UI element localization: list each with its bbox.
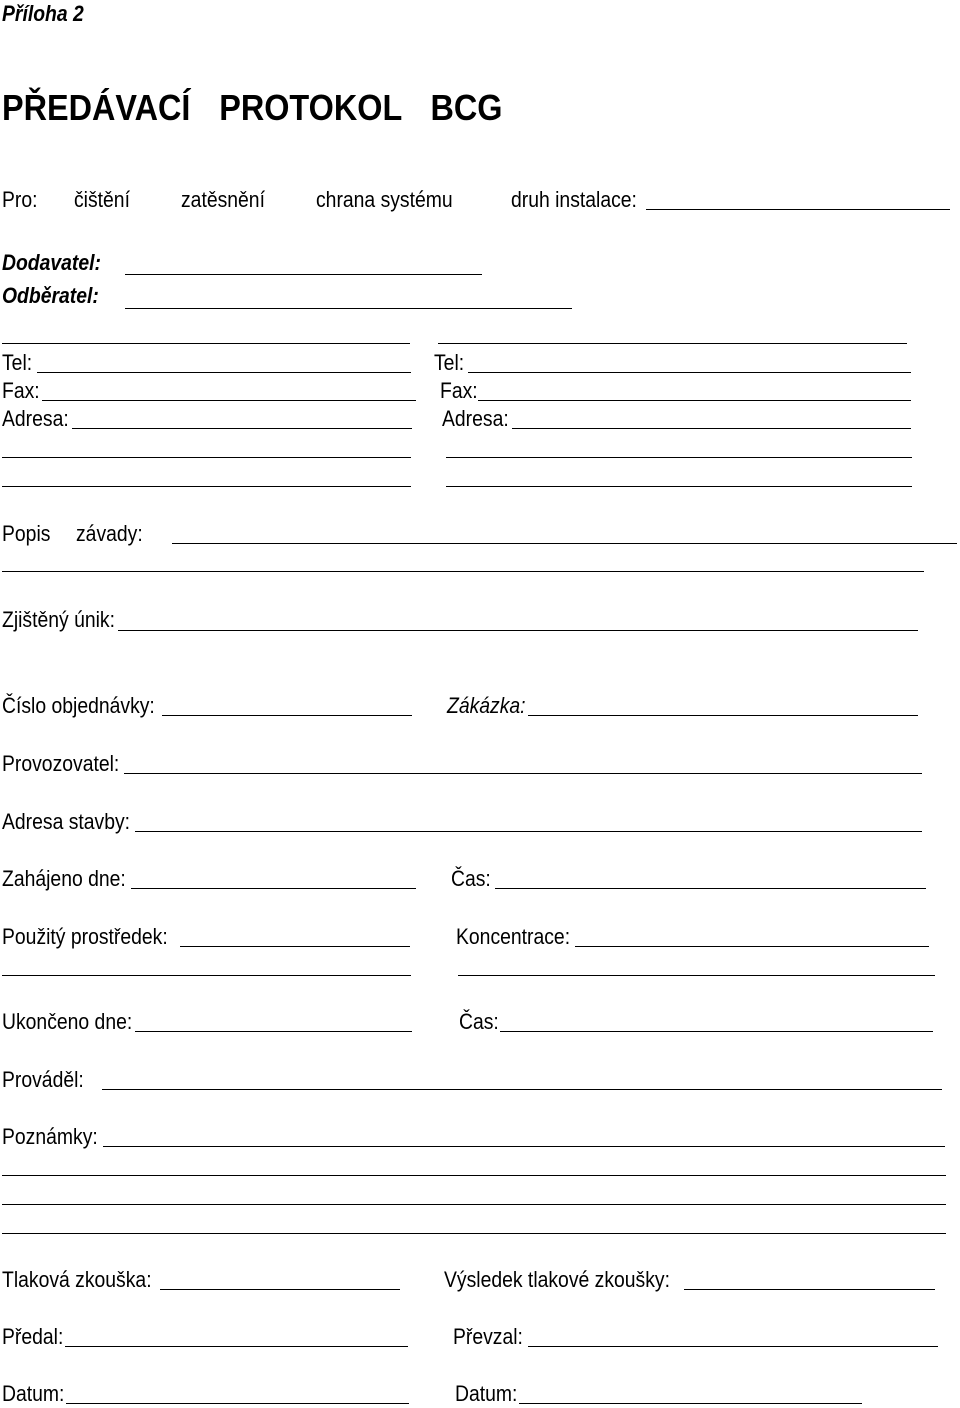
customer-fax-field[interactable] xyxy=(478,400,911,401)
notes-line-3[interactable] xyxy=(2,1204,946,1205)
fault-description-line-2[interactable] xyxy=(2,571,924,572)
customer-address-field[interactable] xyxy=(512,428,911,429)
option-system-protection: chrana systému xyxy=(316,187,453,212)
supplier-name-line[interactable] xyxy=(2,343,410,344)
supplier-address-field[interactable] xyxy=(72,428,412,429)
end-time-label: Čas: xyxy=(459,1009,499,1034)
pressure-result-label: Výsledek tlakové zkoušky: xyxy=(444,1267,670,1292)
option-cleaning: čištění xyxy=(74,187,130,212)
concentration-field[interactable] xyxy=(575,946,929,947)
started-label: Zahájeno dne: xyxy=(2,866,126,891)
pressure-test-field[interactable] xyxy=(160,1289,400,1290)
handed-date-field[interactable] xyxy=(66,1403,409,1404)
supplier-address-line-2[interactable] xyxy=(2,457,411,458)
order-number-field[interactable] xyxy=(162,715,412,716)
performed-by-field[interactable] xyxy=(102,1089,942,1090)
notes-label: Poznámky: xyxy=(2,1124,98,1149)
notes-line-4[interactable] xyxy=(2,1233,946,1234)
customer-address-label: Adresa: xyxy=(442,406,509,431)
pressure-test-label: Tlaková zkouška: xyxy=(2,1267,152,1292)
end-time-field[interactable] xyxy=(500,1031,933,1032)
customer-address-line-2[interactable] xyxy=(446,457,912,458)
start-time-label: Čas: xyxy=(451,866,491,891)
supplier-label: Dodavatel: xyxy=(2,250,101,275)
agent-field[interactable] xyxy=(180,946,410,947)
pressure-result-field[interactable] xyxy=(684,1289,935,1290)
handed-date-label: Datum: xyxy=(2,1381,65,1406)
installation-type-label: druh instalace: xyxy=(511,187,637,212)
customer-name-line[interactable] xyxy=(438,343,907,344)
fault-description-label-1: Popis xyxy=(2,521,51,546)
customer-label: Odběratel: xyxy=(2,283,99,308)
supplier-tel-field[interactable] xyxy=(37,372,411,373)
fault-description-label-2: závady: xyxy=(76,521,143,546)
start-time-field[interactable] xyxy=(495,888,926,889)
finished-label: Ukončeno dne: xyxy=(2,1009,133,1034)
leak-field[interactable] xyxy=(118,630,918,631)
supplier-address-label: Adresa: xyxy=(2,406,69,431)
notes-field[interactable] xyxy=(103,1146,945,1147)
agent-label: Použitý prostředek: xyxy=(2,924,168,949)
supplier-fax-label: Fax: xyxy=(2,378,40,403)
agent-line-2[interactable] xyxy=(2,975,411,976)
handed-label: Předal: xyxy=(2,1324,64,1349)
received-date-label: Datum: xyxy=(455,1381,518,1406)
customer-tel-label: Tel: xyxy=(434,350,465,375)
job-field[interactable] xyxy=(528,715,918,716)
operator-label: Provozovatel: xyxy=(2,751,120,776)
option-sealing: zatěsnění xyxy=(181,187,265,212)
supplier-field[interactable] xyxy=(125,274,482,275)
customer-address-line-3[interactable] xyxy=(446,486,912,487)
customer-tel-field[interactable] xyxy=(468,372,911,373)
site-address-label: Adresa stavby: xyxy=(2,809,131,834)
finished-field[interactable] xyxy=(135,1031,412,1032)
customer-field[interactable] xyxy=(125,308,572,309)
concentration-line-2[interactable] xyxy=(458,975,935,976)
started-field[interactable] xyxy=(131,888,416,889)
pro-label: Pro: xyxy=(2,187,38,212)
received-field[interactable] xyxy=(528,1346,938,1347)
site-address-field[interactable] xyxy=(135,831,922,832)
supplier-tel-label: Tel: xyxy=(2,350,33,375)
job-label: Zákázka: xyxy=(447,693,526,718)
notes-line-2[interactable] xyxy=(2,1175,946,1176)
handed-field[interactable] xyxy=(65,1346,408,1347)
supplier-fax-field[interactable] xyxy=(42,400,416,401)
installation-type-field[interactable] xyxy=(646,209,950,210)
leak-label: Zjištěný únik: xyxy=(2,607,115,632)
received-label: Převzal: xyxy=(453,1324,523,1349)
order-number-label: Číslo objednávky: xyxy=(2,693,155,718)
supplier-address-line-3[interactable] xyxy=(2,486,411,487)
concentration-label: Koncentrace: xyxy=(456,924,571,949)
fault-description-field[interactable] xyxy=(172,543,957,544)
appendix-label: Příloha 2 xyxy=(2,1,84,26)
performed-by-label: Prováděl: xyxy=(2,1067,84,1092)
page-title: PŘEDÁVACÍ PROTOKOL BCG xyxy=(2,87,503,128)
received-date-field[interactable] xyxy=(519,1403,862,1404)
operator-field[interactable] xyxy=(124,773,922,774)
customer-fax-label: Fax: xyxy=(440,378,478,403)
